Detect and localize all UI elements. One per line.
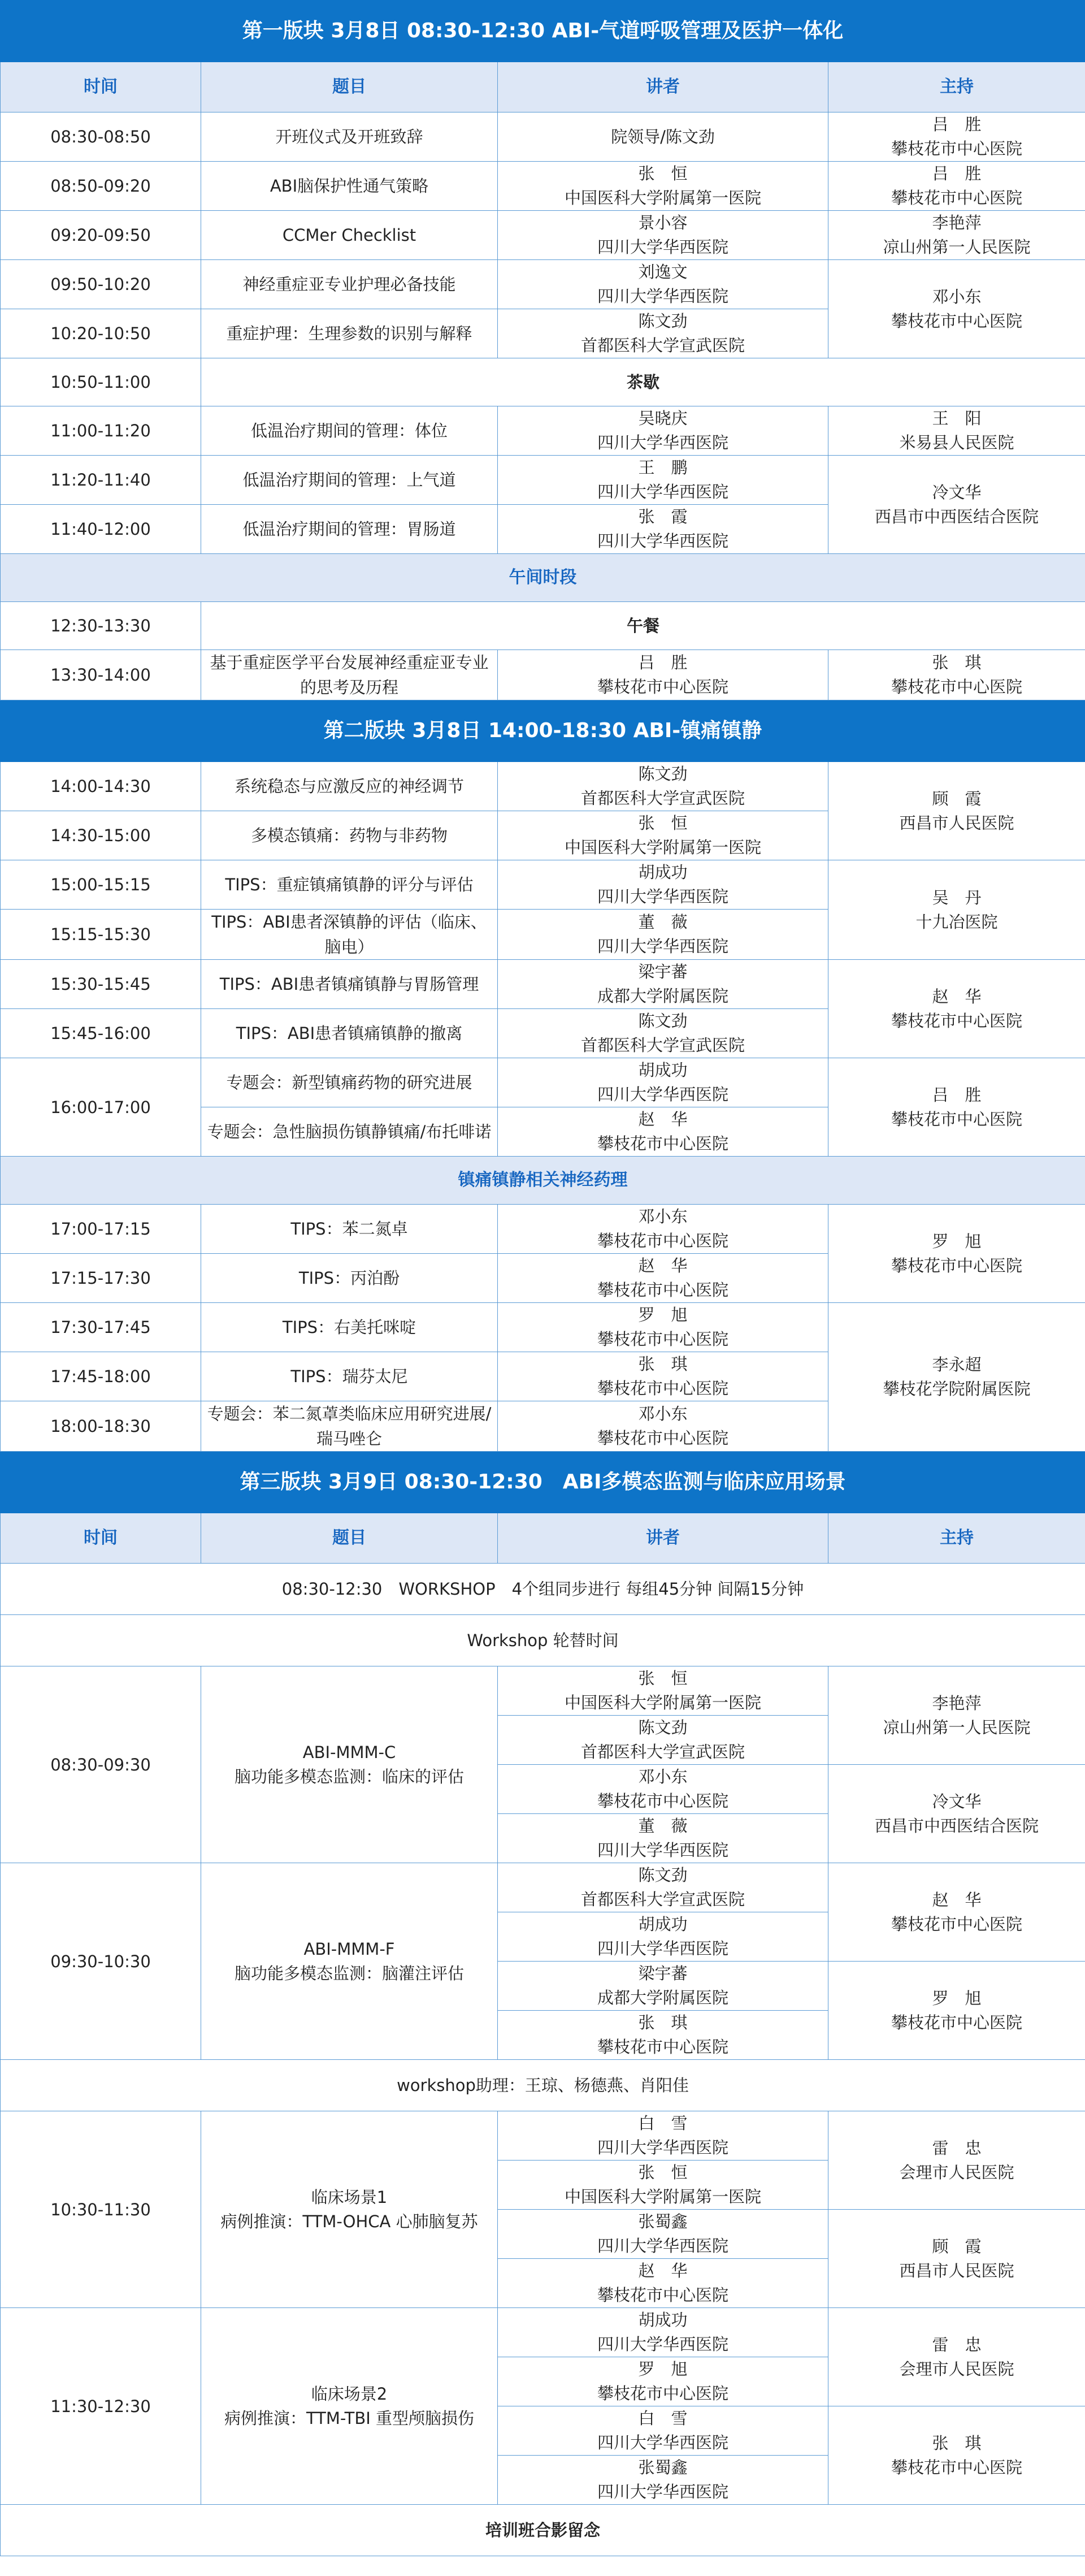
speaker bbox=[498, 1962, 828, 2011]
speaker-line: 胡成功 bbox=[638, 863, 688, 882]
agenda-row bbox=[1, 1303, 1085, 1352]
speaker-line: 张 恒 bbox=[638, 2163, 688, 2182]
col-header-speaker: 讲者 bbox=[498, 1513, 828, 1564]
speaker-line: 四川大学华西医院 bbox=[597, 937, 728, 956]
session-title bbox=[201, 1863, 498, 2060]
session-title: 基于重症医学平台发展神经重症亚专业的思考及历程 bbox=[201, 650, 498, 700]
session-title: TIPS：ABI患者镇痛镇静与胃肠管理 bbox=[201, 960, 498, 1009]
speaker-line: 董 薇 bbox=[638, 1816, 688, 1835]
session-time: 17:45-18:00 bbox=[1, 1352, 201, 1401]
speaker-line: 攀枝花市中心医院 bbox=[597, 1379, 728, 1398]
session-title bbox=[201, 2308, 498, 2505]
section-header: 镇痛镇静相关神经药理 bbox=[1, 1157, 1085, 1205]
session-time: 08:30-08:50 bbox=[1, 112, 201, 162]
host bbox=[828, 162, 1085, 211]
host-line: 罗 旭 bbox=[932, 1231, 982, 1251]
speaker-line: 四川大学华西医院 bbox=[597, 2138, 728, 2157]
host bbox=[828, 456, 1085, 554]
speaker-line: 中国医科大学附属第一医院 bbox=[564, 838, 761, 857]
session-title: 系统稳态与应激反应的神经调节 bbox=[201, 762, 498, 811]
session-title-line: 临床场景2 bbox=[311, 2384, 388, 2404]
speaker bbox=[498, 1814, 828, 1863]
session-title: 开班仪式及开班致辞 bbox=[201, 112, 498, 162]
speaker bbox=[498, 1352, 828, 1401]
host bbox=[828, 406, 1085, 456]
speaker-line: 胡成功 bbox=[638, 1915, 688, 1934]
section-header: 午间时段 bbox=[1, 554, 1085, 602]
host-line: 吴 丹 bbox=[932, 887, 982, 907]
session-time: 11:00-11:20 bbox=[1, 406, 201, 456]
session-time: 16:00-17:00 bbox=[1, 1058, 201, 1157]
speaker bbox=[498, 1912, 828, 1962]
host-line: 王 阳 bbox=[932, 409, 982, 428]
session-time: 13:30-14:00 bbox=[1, 650, 201, 700]
agenda-row bbox=[1, 406, 1085, 456]
agenda-row bbox=[1, 211, 1085, 260]
session-time: 10:30-11:30 bbox=[1, 2111, 201, 2308]
speaker-line: 陈文劲 bbox=[638, 1011, 688, 1031]
session-title: 专题会：急性脑损伤镇静镇痛/布托啡诺 bbox=[201, 1107, 498, 1157]
column-headers bbox=[1, 1513, 1085, 1564]
speaker bbox=[498, 2456, 828, 2505]
speaker-line: 成都大学附属医院 bbox=[597, 986, 728, 1006]
speaker-line: 四川大学华西医院 bbox=[597, 237, 728, 257]
session-time: 15:45-16:00 bbox=[1, 1009, 201, 1058]
speaker bbox=[498, 1009, 828, 1058]
session-title-line: ABI-MMM-F bbox=[303, 1939, 395, 1959]
col-header-title: 题目 bbox=[201, 62, 498, 112]
session-title: TIPS：右美托咪啶 bbox=[201, 1303, 498, 1352]
speaker-line: 景小容 bbox=[638, 213, 688, 232]
speaker bbox=[498, 406, 828, 456]
speaker-line: 中国医科大学附属第一医院 bbox=[564, 2187, 761, 2206]
host-line: 冷文华 bbox=[932, 1791, 982, 1811]
speaker bbox=[498, 2259, 828, 2308]
host-line: 吕 胜 bbox=[932, 1085, 982, 1105]
host-line: 冷文华 bbox=[932, 482, 982, 502]
speaker-line: 四川大学华西医院 bbox=[597, 433, 728, 452]
host-line: 邓小东 bbox=[932, 287, 982, 306]
host-line: 会理市人民医院 bbox=[899, 2359, 1014, 2379]
host bbox=[828, 1666, 1085, 1765]
speaker-line: 梁宇蕃 bbox=[638, 962, 688, 981]
session-title: 低温治疗期间的管理：体位 bbox=[201, 406, 498, 456]
speaker bbox=[498, 650, 828, 700]
host bbox=[828, 1205, 1085, 1303]
host-line: 李艳萍 bbox=[932, 1693, 982, 1713]
host-line: 顾 霞 bbox=[932, 789, 982, 808]
speaker-line: 邓小东 bbox=[638, 1207, 688, 1226]
speaker bbox=[498, 505, 828, 554]
host-line: 攀枝花市中心医院 bbox=[891, 188, 1023, 207]
host bbox=[828, 2210, 1085, 2308]
host bbox=[828, 1863, 1085, 1962]
session-title: 专题会：苯二氮䓬类临床应用研究进展/瑞马唑仑 bbox=[201, 1401, 498, 1452]
speaker bbox=[498, 309, 828, 358]
workshop-rotation-label: Workshop 轮替时间 bbox=[1, 1615, 1085, 1666]
speaker bbox=[498, 2210, 828, 2259]
session-title: 专题会：新型镇痛药物的研究进展 bbox=[201, 1058, 498, 1107]
workshop-row bbox=[1, 2111, 1085, 2161]
speaker bbox=[498, 2161, 828, 2210]
host-line: 西昌市人民医院 bbox=[899, 813, 1014, 833]
session-title: ABI脑保护性通气策略 bbox=[201, 162, 498, 211]
session-time: 18:00-18:30 bbox=[1, 1401, 201, 1452]
agenda-row bbox=[1, 456, 1085, 505]
agenda-row bbox=[1, 762, 1085, 811]
session-time: 14:00-14:30 bbox=[1, 762, 201, 811]
col-header-title: 题目 bbox=[201, 1513, 498, 1564]
host-line: 顾 霞 bbox=[932, 2236, 982, 2256]
speaker bbox=[498, 1254, 828, 1303]
session-title bbox=[201, 1666, 498, 1863]
speaker bbox=[498, 1401, 828, 1452]
speaker-line: 张蜀鑫 bbox=[638, 2458, 688, 2477]
host bbox=[828, 960, 1085, 1058]
workshop-assistants: workshop助理：王琼、杨德燕、肖阳佳 bbox=[1, 2060, 1085, 2111]
speaker-line: 攀枝花市中心医院 bbox=[597, 2285, 728, 2305]
speaker bbox=[498, 2357, 828, 2406]
host bbox=[828, 2111, 1085, 2210]
speaker bbox=[498, 1107, 828, 1157]
speaker bbox=[498, 1303, 828, 1352]
speaker bbox=[498, 1058, 828, 1107]
host-line: 西昌市中西医结合医院 bbox=[875, 1816, 1039, 1835]
session-time: 17:30-17:45 bbox=[1, 1303, 201, 1352]
speaker bbox=[498, 112, 828, 162]
block-banner: 第二版块 3月8日 14:00-18:30 ABI-镇痛镇静 bbox=[1, 700, 1085, 762]
speaker-line: 四川大学华西医院 bbox=[597, 2335, 728, 2354]
host bbox=[828, 2308, 1085, 2406]
host-line: 吕 胜 bbox=[932, 164, 982, 183]
host bbox=[828, 762, 1085, 860]
agenda-row bbox=[1, 260, 1085, 309]
speaker bbox=[498, 2011, 828, 2060]
speaker-line: 四川大学华西医院 bbox=[597, 2433, 728, 2452]
host-line: 攀枝花市中心医院 bbox=[891, 1914, 1023, 1934]
host-line: 米易县人民医院 bbox=[899, 433, 1014, 452]
speaker-line: 四川大学华西医院 bbox=[597, 482, 728, 501]
speaker-line: 首都医科大学宣武医院 bbox=[580, 1742, 745, 1761]
speaker-line: 中国医科大学附属第一医院 bbox=[564, 1693, 761, 1712]
speaker-line: 张 恒 bbox=[638, 1669, 688, 1688]
speaker-line: 攀枝花市中心医院 bbox=[597, 1231, 728, 1250]
session-time: 17:00-17:15 bbox=[1, 1205, 201, 1254]
block-banner: 第一版块 3月8日 08:30-12:30 ABI-气道呼吸管理及医护一体化 bbox=[1, 1, 1085, 62]
host-line: 攀枝花市中心医院 bbox=[891, 1255, 1023, 1275]
block-banner: 第三版块 3月9日 08:30-12:30 ABI多模态监测与临床应用场景 bbox=[1, 1452, 1085, 1513]
session-title: TIPS：苯二氮卓 bbox=[201, 1205, 498, 1254]
speaker-line: 陈文劲 bbox=[638, 1865, 688, 1885]
session-title: 多模态镇痛：药物与非药物 bbox=[201, 811, 498, 860]
speaker-line: 四川大学华西医院 bbox=[597, 2482, 728, 2501]
speaker-line: 邓小东 bbox=[638, 1404, 688, 1423]
session-title: 神经重症亚专业护理必备技能 bbox=[201, 260, 498, 309]
session-time: 08:30-09:30 bbox=[1, 1666, 201, 1863]
speaker-line: 四川大学华西医院 bbox=[597, 531, 728, 551]
speaker bbox=[498, 2308, 828, 2357]
host-line: 攀枝花学院附属医院 bbox=[883, 1379, 1031, 1399]
speaker-line: 白 雪 bbox=[638, 2409, 688, 2428]
speaker-line: 陈文劲 bbox=[638, 764, 688, 783]
speaker-line: 攀枝花市中心医院 bbox=[597, 1134, 728, 1153]
speaker-line: 陈文劲 bbox=[638, 311, 688, 331]
speaker-line: 攀枝花市中心医院 bbox=[597, 1280, 728, 1300]
agenda-row bbox=[1, 650, 1085, 700]
session-title-line: 脑功能多模态监测：脑灌注评估 bbox=[234, 1963, 464, 1983]
agenda-row bbox=[1, 358, 1085, 406]
session-time: 11:20-11:40 bbox=[1, 456, 201, 505]
speaker-line: 四川大学华西医院 bbox=[597, 287, 728, 306]
speaker-line: 张 霞 bbox=[638, 507, 688, 526]
host-line: 攀枝花市中心医院 bbox=[891, 311, 1023, 331]
speaker-line: 四川大学华西医院 bbox=[597, 2236, 728, 2255]
session-title: TIPS：重症镇痛镇静的评分与评估 bbox=[201, 860, 498, 910]
host bbox=[828, 2406, 1085, 2505]
workshop-schedule-line: 08:30-12:30 WORKSHOP 4个组同步进行 每组45分钟 间隔15分钟 bbox=[1, 1564, 1085, 1615]
speaker-line: 邓小东 bbox=[638, 1767, 688, 1786]
session-title-line: 临床场景1 bbox=[311, 2187, 388, 2207]
speaker-line: 成都大学附属医院 bbox=[597, 1988, 728, 2007]
speaker-line: 吕 胜 bbox=[638, 653, 688, 672]
session-time: 15:30-15:45 bbox=[1, 960, 201, 1009]
host-line: 李艳萍 bbox=[932, 213, 982, 232]
break-label: 午餐 bbox=[201, 602, 1085, 650]
speaker-line: 首都医科大学宣武医院 bbox=[580, 1890, 745, 1909]
session-time: 11:30-12:30 bbox=[1, 2308, 201, 2505]
host-line: 十九冶医院 bbox=[915, 912, 998, 932]
speaker-line: 胡成功 bbox=[638, 1060, 688, 1080]
session-title: TIPS：瑞芬太尼 bbox=[201, 1352, 498, 1401]
session-title-line: 病例推演：TTM-TBI 重型颅脑损伤 bbox=[224, 2408, 475, 2428]
speaker-line: 张 恒 bbox=[638, 813, 688, 833]
speaker-line: 赵 华 bbox=[638, 1256, 688, 1275]
speaker bbox=[498, 860, 828, 910]
speaker bbox=[498, 1765, 828, 1814]
session-time: 14:30-15:00 bbox=[1, 811, 201, 860]
host-line: 张 琪 bbox=[932, 2433, 982, 2453]
host-line: 雷 忠 bbox=[932, 2138, 982, 2158]
session-time: 12:30-13:30 bbox=[1, 602, 201, 650]
session-title: 低温治疗期间的管理：上气道 bbox=[201, 456, 498, 505]
session-time: 10:20-10:50 bbox=[1, 309, 201, 358]
host-line: 西昌市人民医院 bbox=[899, 2261, 1014, 2280]
speaker-line: 院领导/陈文劲 bbox=[611, 127, 715, 146]
speaker-line: 张 恒 bbox=[638, 164, 688, 183]
speaker bbox=[498, 2406, 828, 2456]
speaker-line: 攀枝花市中心医院 bbox=[597, 677, 728, 696]
host bbox=[828, 1058, 1085, 1157]
host-line: 攀枝花市中心医院 bbox=[891, 677, 1023, 696]
host-line: 赵 华 bbox=[932, 986, 982, 1006]
session-title: TIPS：ABI患者深镇静的评估（临床、脑电） bbox=[201, 910, 498, 960]
speaker-line: 罗 旭 bbox=[638, 2359, 688, 2379]
speaker-line: 中国医科大学附属第一医院 bbox=[564, 188, 761, 207]
host-line: 攀枝花市中心医院 bbox=[891, 1011, 1023, 1031]
host-line: 攀枝花市中心医院 bbox=[891, 2457, 1023, 2477]
col-header-host: 主持 bbox=[828, 62, 1085, 112]
speaker bbox=[498, 1863, 828, 1912]
speaker bbox=[498, 762, 828, 811]
workshop-row bbox=[1, 1863, 1085, 1912]
speaker-line: 四川大学华西医院 bbox=[597, 1085, 728, 1104]
speaker bbox=[498, 960, 828, 1009]
host-line: 罗 旭 bbox=[932, 1988, 982, 2008]
session-time: 17:15-17:30 bbox=[1, 1254, 201, 1303]
speaker bbox=[498, 2111, 828, 2161]
host bbox=[828, 650, 1085, 700]
speaker-line: 四川大学华西医院 bbox=[597, 1841, 728, 1860]
session-time: 10:50-11:00 bbox=[1, 358, 201, 406]
session-time: 09:20-09:50 bbox=[1, 211, 201, 260]
speaker-line: 四川大学华西医院 bbox=[597, 1939, 728, 1958]
host-line: 攀枝花市中心医院 bbox=[891, 2012, 1023, 2032]
host-line: 凉山州第一人民医院 bbox=[883, 237, 1031, 257]
col-header-host: 主持 bbox=[828, 1513, 1085, 1564]
session-title-line: 病例推演：TTM-OHCA 心肺脑复苏 bbox=[220, 2211, 478, 2231]
session-title: 重症护理：生理参数的识别与解释 bbox=[201, 309, 498, 358]
agenda-row bbox=[1, 1058, 1085, 1107]
host bbox=[828, 211, 1085, 260]
host-line: 会理市人民医院 bbox=[899, 2162, 1014, 2182]
speaker-line: 梁宇蕃 bbox=[638, 1964, 688, 1983]
session-title: TIPS：ABI患者镇痛镇静的撤离 bbox=[201, 1009, 498, 1058]
speaker bbox=[498, 260, 828, 309]
host bbox=[828, 260, 1085, 358]
workshop-row bbox=[1, 1666, 1085, 1716]
speaker-line: 四川大学华西医院 bbox=[597, 887, 728, 906]
session-title-line: ABI-MMM-C bbox=[302, 1742, 396, 1762]
speaker bbox=[498, 211, 828, 260]
session-title: TIPS：丙泊酚 bbox=[201, 1254, 498, 1303]
session-time: 15:15-15:30 bbox=[1, 910, 201, 960]
col-header-time: 时间 bbox=[1, 1513, 201, 1564]
host bbox=[828, 112, 1085, 162]
speaker-line: 攀枝花市中心医院 bbox=[597, 1791, 728, 1811]
speaker-line: 首都医科大学宣武医院 bbox=[580, 1036, 745, 1055]
host-line: 雷 忠 bbox=[932, 2335, 982, 2354]
speaker-line: 首都医科大学宣武医院 bbox=[580, 789, 745, 808]
host bbox=[828, 1962, 1085, 2060]
speaker bbox=[498, 456, 828, 505]
speaker-line: 陈文劲 bbox=[638, 1718, 688, 1737]
host-line: 凉山州第一人民医院 bbox=[883, 1717, 1031, 1737]
speaker-line: 白 雪 bbox=[638, 2114, 688, 2133]
speaker-line: 赵 华 bbox=[638, 2261, 688, 2280]
host-line: 攀枝花市中心医院 bbox=[891, 139, 1023, 158]
agenda-row bbox=[1, 162, 1085, 211]
session-time: 08:50-09:20 bbox=[1, 162, 201, 211]
host-line: 攀枝花市中心医院 bbox=[891, 1109, 1023, 1129]
col-header-time: 时间 bbox=[1, 62, 201, 112]
speaker bbox=[498, 811, 828, 860]
agenda-row bbox=[1, 860, 1085, 910]
workshop-row bbox=[1, 2308, 1085, 2357]
speaker-line: 首都医科大学宣武医院 bbox=[580, 336, 745, 355]
session-time: 15:00-15:15 bbox=[1, 860, 201, 910]
speaker-line: 董 薇 bbox=[638, 912, 688, 932]
speaker bbox=[498, 1666, 828, 1716]
session-title: 低温治疗期间的管理：胃肠道 bbox=[201, 505, 498, 554]
agenda-row bbox=[1, 112, 1085, 162]
speaker-line: 赵 华 bbox=[638, 1110, 688, 1129]
footer-photo: 培训班合影留念 bbox=[1, 2505, 1085, 2556]
speaker bbox=[498, 1205, 828, 1254]
speaker-line: 王 鹏 bbox=[638, 458, 688, 477]
speaker-line: 胡成功 bbox=[638, 2310, 688, 2330]
host bbox=[828, 1303, 1085, 1452]
speaker-line: 攀枝花市中心医院 bbox=[597, 1428, 728, 1448]
session-time: 11:40-12:00 bbox=[1, 505, 201, 554]
speaker-line: 张 琪 bbox=[638, 2013, 688, 2032]
speaker-line: 吴晓庆 bbox=[638, 409, 688, 428]
session-time: 09:50-10:20 bbox=[1, 260, 201, 309]
host-line: 张 琪 bbox=[932, 653, 982, 672]
speaker-line: 刘逸文 bbox=[638, 262, 688, 282]
speaker bbox=[498, 1716, 828, 1765]
agenda-row bbox=[1, 1205, 1085, 1254]
agenda-row bbox=[1, 960, 1085, 1009]
speaker-line: 攀枝花市中心医院 bbox=[597, 2037, 728, 2057]
session-title-line: 脑功能多模态监测：临床的评估 bbox=[234, 1767, 464, 1786]
host-line: 西昌市中西医结合医院 bbox=[875, 506, 1039, 526]
session-title: CCMer Checklist bbox=[201, 211, 498, 260]
host-line: 赵 华 bbox=[932, 1890, 982, 1910]
break-label: 茶歇 bbox=[201, 358, 1085, 406]
session-title bbox=[201, 2111, 498, 2308]
agenda-row bbox=[1, 602, 1085, 650]
speaker-line: 张蜀鑫 bbox=[638, 2212, 688, 2231]
speaker-line: 张 琪 bbox=[638, 1354, 688, 1374]
speaker-line: 攀枝花市中心医院 bbox=[597, 1330, 728, 1349]
speaker bbox=[498, 162, 828, 211]
host-line: 吕 胜 bbox=[932, 115, 982, 134]
host bbox=[828, 860, 1085, 960]
session-time: 09:30-10:30 bbox=[1, 1863, 201, 2060]
col-header-speaker: 讲者 bbox=[498, 62, 828, 112]
column-headers bbox=[1, 62, 1085, 112]
host-line: 李永超 bbox=[932, 1355, 982, 1374]
speaker-line: 罗 旭 bbox=[638, 1305, 688, 1324]
speaker-line: 攀枝花市中心医院 bbox=[597, 2384, 728, 2403]
speaker bbox=[498, 910, 828, 960]
host bbox=[828, 1765, 1085, 1863]
